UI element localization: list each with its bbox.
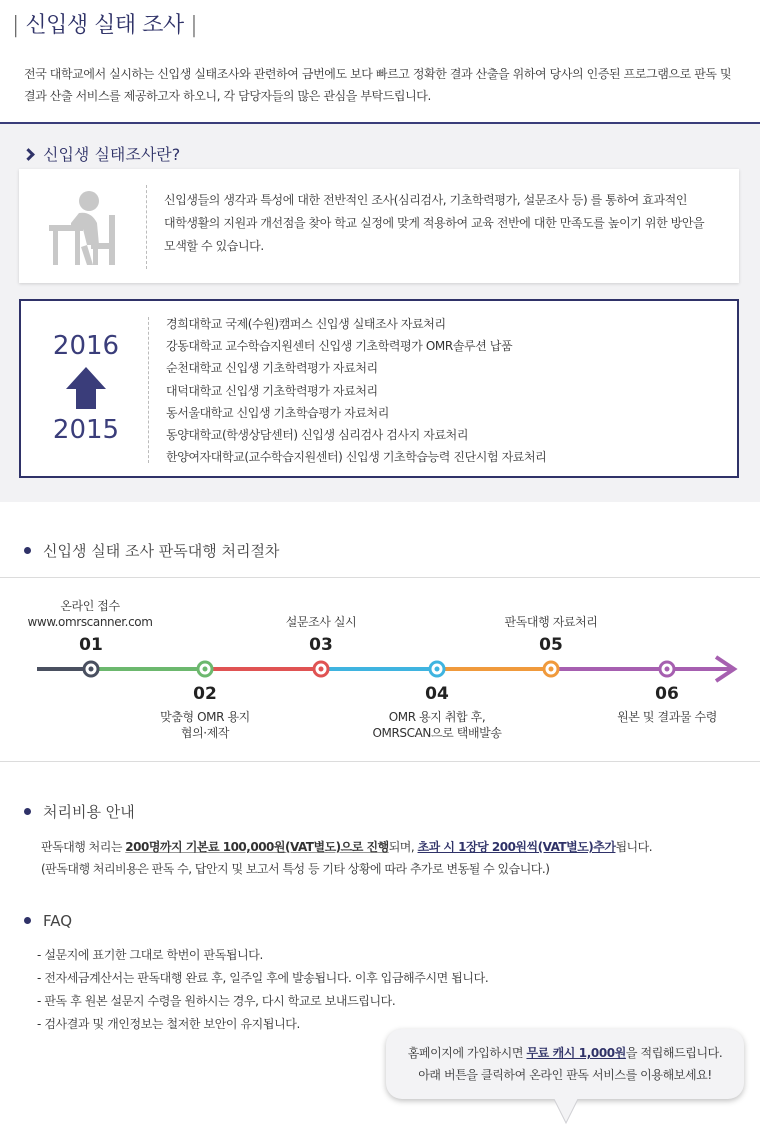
list-item: 강동대학교 교수학습지원센터 신입생 기초학력평가 OMR솔루션 납품 [166,339,513,354]
promo-cash: 무료 캐시 1,000원 [526,1046,626,1060]
bullet-dot-icon [24,547,31,554]
step-02-label [110,709,300,741]
step-06-number: 06 [655,684,679,704]
list-item: - 검사결과 및 개인정보는 철저한 보안이 유지됩니다. [37,1017,300,1031]
title-bar-right: | [190,13,198,38]
step-06-label: 원본 및 결과물 수령 [617,710,717,724]
step-02-number: 02 [193,684,217,704]
about-title-text: 신입생 실태조사란? [43,145,181,164]
list-item: - 전자세금계산서는 판독대행 완료 후, 일주일 후에 발송됩니다. 이후 입금해주시면 됩니다. [37,971,489,985]
step-04-label-line-1: OMR 용지 취합 후, [388,710,486,724]
bullet-dot-icon [24,808,31,815]
list-item: 동서울대학교 신입생 기초학습평가 자료처리 [166,405,389,420]
promo-line-2: 아래 버튼을 클릭하여 온라인 판독 서비스를 이용해보세요! [418,1068,712,1082]
promo-text-1: 홈페이지에 가입하시면 [407,1046,527,1060]
step-03-number: 03 [309,635,333,655]
step-05-label: 판독대행 자료처리 [504,615,598,629]
about-title [24,142,180,165]
promo-bubble [386,1029,744,1099]
cost-description [41,836,652,880]
about-line-1: 신입생들의 생각과 특성에 대한 전반적인 조사(심리검사, 기초학력평가, 설문조사 등) 를 통하여 효과적인 [164,193,688,207]
about-line-2: 대학생활의 지원과 개선점을 찾아 학교 실정에 맞게 적용하여 교육 전반에 대한 만족도를 높이기 위한 방안을 [164,216,705,230]
cost-title-text: 처리비용 안내 [43,803,135,821]
cost-extra-fee: 초과 시 1장당 200원씩(VAT별도)추가 [417,840,616,854]
intro-text [24,63,740,107]
cost-text-2: 되며, [388,840,418,854]
step-01-label-line-1: 온라인 접수 [60,599,120,613]
list-item: 한양여자대학교(교수학습지원센터) 신입생 기초학습능력 진단시험 자료처리 [166,450,547,465]
process-title-text: 신입생 실태 조사 판독대행 처리절차 [43,542,280,560]
step-02-label-line-2: 협의·제작 [180,726,230,740]
step-05-number: 05 [539,635,563,655]
cost-line-1 [41,836,652,858]
step-01-number: 01 [79,635,103,655]
person-at-desk-icon [47,187,127,267]
page-title [12,8,197,39]
faq-list [37,944,488,1036]
intro-line-2: 결과 산출 서비스를 제공하고자 하오니, 각 담당자들의 많은 관심을 부탁드립니다. [24,89,431,103]
step-03-label: 설문조사 실시 [285,615,357,629]
step-04-label [342,709,532,741]
process-timeline [0,577,760,762]
chevron-right-icon [22,148,35,161]
process-title [24,540,279,561]
faq-title-text: FAQ [43,912,73,930]
history-box [19,299,739,478]
about-separator [146,185,147,269]
year-2015: 2015 [52,415,120,445]
list-item: 동양대학교(학생상담센터) 신입생 심리검사 검사지 자료처리 [166,428,469,443]
promo-text-2: 을 적립해드립니다. [625,1046,723,1060]
list-item: 순천대학교 신입생 기초학력평가 자료처리 [166,361,378,376]
about-description [164,189,724,258]
history-list [166,313,546,468]
page-title-text: 신입생 실태 조사 [25,13,184,38]
step-02-label-line-1: 맞춤형 OMR 용지 [160,710,250,724]
faq-title [24,912,72,930]
year-2016: 2016 [52,331,120,361]
list-item: 대덕대학교 신입생 기초학력평가 자료처리 [166,383,378,398]
cost-text-1: 판독대행 처리는 [41,840,126,854]
list-item: - 판독 후 원본 설문지 수령을 원하시는 경우, 다시 학교로 보내드립니다. [37,994,396,1008]
list-item: 경희대학교 국제(수원)캠퍼스 신입생 실태조사 자료처리 [166,317,446,331]
about-line-3: 모색할 수 있습니다. [164,239,264,253]
cost-title [24,801,135,822]
cost-note: (판독대행 처리비용은 판독 수, 답안지 및 보고서 특성 등 기타 상황에 따라 추가로 변동될 수 있습니다.) [41,862,550,876]
cost-text-3: 됩니다. [615,840,653,854]
step-01-label [0,598,185,630]
promo-line-1 [386,1042,744,1064]
about-box [19,169,739,283]
history-separator [148,317,149,463]
step-04-number: 04 [425,684,449,704]
cost-base-fee: 200명까지 기본료 100,000원(VAT별도)으로 진행 [125,840,389,854]
step-01-label-line-2: www.omrscanner.com [27,615,153,629]
bubble-tail-icon [553,1097,579,1125]
bullet-dot-icon [24,917,31,924]
list-item: - 설문지에 표기한 그대로 학번이 판독됩니다. [37,948,263,962]
intro-line-1: 전국 대학교에서 실시하는 신입생 실태조사와 관련하여 금번에도 보다 빠르고 정확한 결과 산출을 위하여 당사의 인증된 프로그램으로 판독 및 [24,67,732,81]
step-04-label-line-2: OMRSCAN으로 택배발송 [372,726,502,740]
arrow-up-icon [64,365,108,411]
title-bar-left: | [12,13,19,38]
